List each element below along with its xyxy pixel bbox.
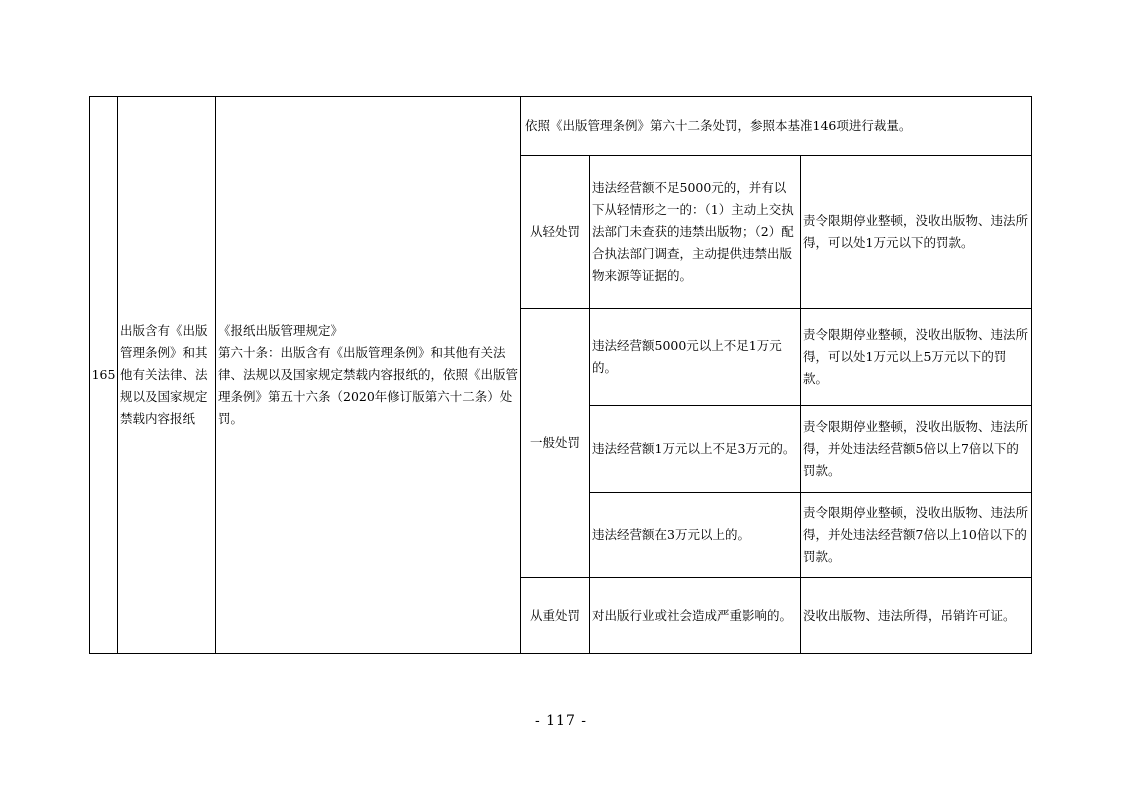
penalty-cell: 责令限期停业整顿，没收出版物、违法所得，并处违法经营额7倍以上10倍以下的罚款。 xyxy=(801,493,1032,578)
penalty-cell: 责令限期停业整顿，没收出版物、违法所得，可以处1万元以上5万元以下的罚款。 xyxy=(801,309,1032,406)
legal-basis xyxy=(216,97,521,654)
item-number: 165 xyxy=(90,97,118,654)
reference-note: 依照《出版管理条例》第六十二条处罚，参照本基准146项进行裁量。 xyxy=(521,97,1032,156)
circumstance-cell: 违法经营额在3万元以上的。 xyxy=(590,493,801,578)
penalty-type-lenient: 从轻处罚 xyxy=(521,156,590,309)
page-number: - 117 - xyxy=(534,713,588,729)
legal-basis-text: 第六十条：出版含有《出版管理条例》和其他有关法律、法规以及国家规定禁载内容报纸的，依照《出版管理条例》第五十六条（2020年修订版第六十二条）处罚。 xyxy=(218,345,519,426)
penalty-type-general: 一般处罚 xyxy=(521,309,590,578)
circumstance-cell: 对出版行业或社会造成严重影响的。 xyxy=(590,578,801,654)
circumstance-cell: 违法经营额不足5000元的，并有以下从轻情形之一的：（1）主动上交执法部门未查获的违禁出版物；（2）配合执法部门调查，主动提供违禁出版物来源等证据的。 xyxy=(590,156,801,309)
legal-basis-title: 《报纸出版管理规定》 xyxy=(218,323,344,338)
penalty-cell: 没收出版物、违法所得，吊销许可证。 xyxy=(801,578,1032,654)
violation-behavior: 出版含有《出版管理条例》和其他有关法律、法规以及国家规定禁载内容报纸 xyxy=(118,97,216,654)
penalty-cell: 责令限期停业整顿，没收出版物、违法所得，可以处1万元以下的罚款。 xyxy=(801,156,1032,309)
circumstance-cell: 违法经营额1万元以上不足3万元的。 xyxy=(590,406,801,493)
penalty-standard-table xyxy=(89,96,1032,654)
table-row xyxy=(90,97,1032,156)
circumstance-cell: 违法经营额5000元以上不足1万元的。 xyxy=(590,309,801,406)
penalty-cell: 责令限期停业整顿，没收出版物、违法所得，并处违法经营额5倍以上7倍以下的罚款。 xyxy=(801,406,1032,493)
penalty-type-severe: 从重处罚 xyxy=(521,578,590,654)
